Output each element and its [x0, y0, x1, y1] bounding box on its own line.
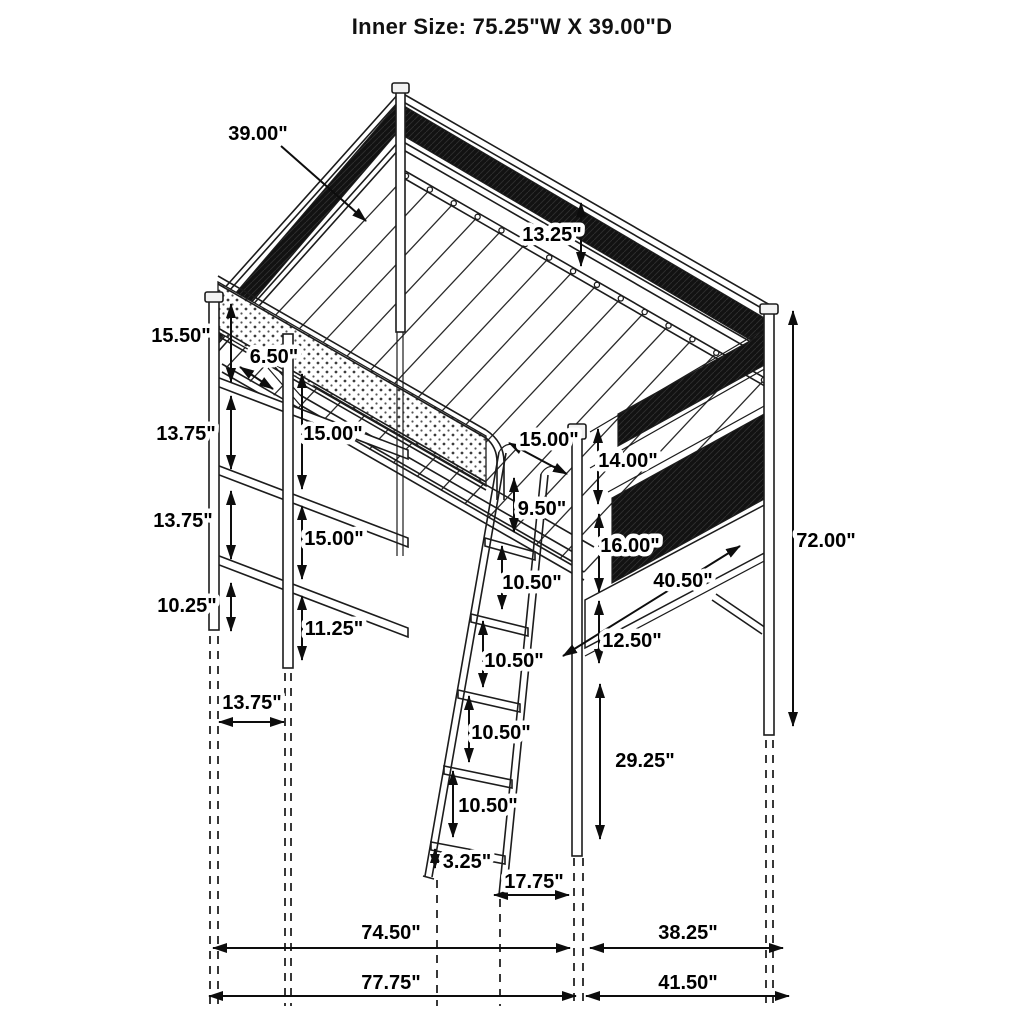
dimension-label: 10.50" — [502, 572, 562, 594]
page-title: Inner Size: 75.25"W X 39.00"D — [351, 14, 673, 39]
dimension-label: 15.00" — [303, 423, 363, 445]
floor-projection-lines — [210, 636, 773, 1006]
projection-left-post — [210, 636, 218, 1006]
post-cap — [760, 304, 778, 314]
shelf-post — [283, 334, 293, 668]
slat-clip — [499, 228, 504, 233]
dimension-label: 17.75" — [504, 871, 564, 893]
dimension-label: 15.00" — [519, 429, 579, 451]
dimension-label: 13.75" — [156, 423, 216, 445]
dimension-label: 10.50" — [458, 795, 518, 817]
dimension-label: 16.00" — [600, 535, 660, 557]
dimension-label: 12.50" — [602, 630, 662, 652]
dimension-label: 9.50" — [517, 498, 567, 520]
back-corner-post — [396, 92, 405, 332]
dimension-label: 13.75" — [222, 692, 282, 714]
dimension-label: 13.25" — [522, 224, 582, 246]
ladder-rung — [444, 766, 512, 788]
dimension-label: 10.50" — [471, 722, 531, 744]
dimension-label: 13.75" — [153, 510, 213, 532]
mesh-panel-right-top — [404, 106, 766, 349]
slat-clip — [475, 214, 480, 219]
right-section — [585, 327, 770, 656]
dimension-label: 6.50" — [249, 346, 299, 368]
post-cap — [205, 292, 223, 302]
ladder-rung — [485, 538, 535, 560]
left-front-post — [209, 300, 219, 630]
dimension-label: 40.50" — [653, 570, 713, 592]
dimension-label: 41.50" — [658, 972, 718, 994]
dimension-label: 29.25" — [615, 750, 675, 772]
projection-shelf-post — [285, 673, 291, 1006]
dimension-label: 15.00" — [304, 528, 364, 550]
dimension-label: 72.00" — [796, 530, 856, 552]
dimension-label: 10.50" — [484, 650, 544, 672]
dimension-label: 15.50" — [151, 325, 211, 347]
dimension-label: 39.00" — [228, 123, 288, 145]
dimension-label: 14.00" — [598, 450, 658, 472]
dimension-label: 38.25" — [658, 922, 718, 944]
ladder-rung — [458, 690, 520, 712]
post-cap — [392, 83, 409, 93]
projection-right-post — [766, 740, 773, 1006]
dimension-label: 77.75" — [361, 972, 421, 994]
dimension-label: 3.25" — [442, 851, 492, 873]
slat — [465, 312, 645, 504]
front-guard-rail — [218, 276, 504, 500]
dimension-label: 74.50" — [361, 922, 421, 944]
ladder-rung — [471, 614, 528, 636]
dimension-label: 11.25" — [304, 618, 364, 640]
dimension-label: 10.25" — [157, 595, 217, 617]
projection-front-post — [574, 858, 583, 1006]
mid-support-post — [397, 332, 403, 556]
right-rear-post — [764, 312, 774, 735]
desk-brace — [712, 594, 766, 634]
